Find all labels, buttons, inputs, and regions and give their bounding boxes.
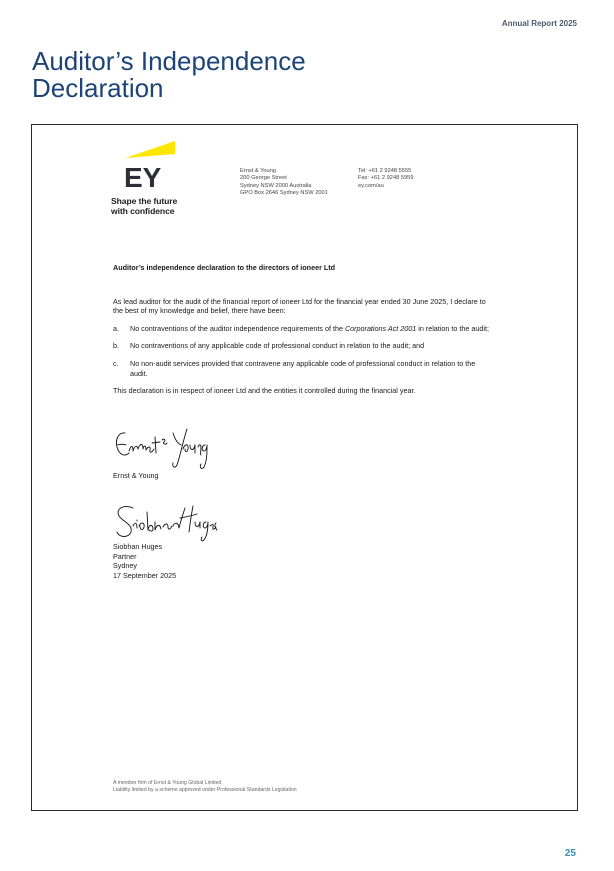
list-item-text-end: in relation to the audit;	[416, 323, 489, 333]
partner-signature	[111, 500, 219, 542]
firm-signature	[111, 423, 219, 471]
list-marker: a.	[113, 323, 119, 333]
list-item	[113, 341, 491, 351]
firm-name: Ernst & Young	[113, 471, 159, 480]
letter-subject: Auditor’s independence declaration to the directors of ioneer Ltd	[113, 263, 336, 272]
signing-location: Sydney	[113, 561, 137, 571]
page-title	[32, 48, 306, 102]
list-item-text: No contraventions of the auditor independence requirements of the	[130, 323, 345, 333]
list-item	[113, 324, 491, 334]
page-title-line-1: Auditor’s Independence	[32, 46, 306, 76]
address-line: GPO Box 2646 Sydney NSW 2001	[240, 189, 328, 196]
footer-line-2: Liability limited by a scheme approved under Professional Standards Legislation	[113, 787, 297, 794]
report-label: Annual Report 2025	[501, 19, 577, 28]
declaration-list	[113, 324, 491, 378]
firm-address	[240, 168, 328, 197]
list-marker: b.	[113, 341, 119, 351]
letter-body	[113, 263, 491, 396]
page-number: 25	[564, 848, 576, 859]
declaration-letter	[31, 124, 578, 811]
letter-intro: As lead auditor for the audit of the financial report of ioneer Ltd for the financial year ended 30 June 2025, I declare to the best of my knowledge and belief, there have been:	[113, 296, 486, 316]
address-line: Sydney NSW 2000 Australia	[240, 182, 312, 189]
letter-footer	[113, 780, 297, 794]
ey-logo-mark	[111, 141, 177, 195]
contact-website[interactable]: ey.com/au	[358, 182, 384, 189]
list-item-text: No non-audit services provided that contravene any applicable code of professional conduct in relation to the audit.	[130, 358, 476, 378]
address-line: Ernst & Young	[240, 168, 277, 174]
act-name: Corporations Act 2001	[344, 323, 417, 333]
ey-logo	[111, 141, 201, 223]
partner-title: Partner	[113, 551, 137, 561]
contact-phone: Tel: +61 2 9248 5555	[358, 168, 412, 174]
tagline-line-2: with confidence	[111, 205, 175, 216]
ey-tagline	[111, 197, 177, 216]
address-line: 200 George Street	[240, 175, 287, 182]
list-item	[113, 359, 491, 378]
list-marker: c.	[113, 358, 119, 368]
partner-name: Siobhan Huges	[113, 542, 163, 551]
ey-logo-beam	[125, 141, 175, 158]
tagline-line-1: Shape the future	[111, 196, 178, 206]
contact-fax: Fax: +61 2 9248 5959	[358, 175, 414, 182]
firm-contact	[358, 168, 414, 190]
signing-date: 17 September 2025	[113, 570, 177, 580]
page-title-line-2: Declaration	[32, 73, 164, 103]
letter-closing: This declaration is in respect of ioneer Ltd and the entities it controlled during the financial year.	[113, 386, 416, 396]
footer-line-1: A member firm of Ernst & Young Global Limited	[113, 780, 222, 786]
ey-logo-text: EY	[124, 162, 162, 193]
partner-details	[113, 542, 176, 580]
list-item-text: No contraventions of any applicable code of professional conduct in relation to the audit; and	[130, 341, 425, 351]
